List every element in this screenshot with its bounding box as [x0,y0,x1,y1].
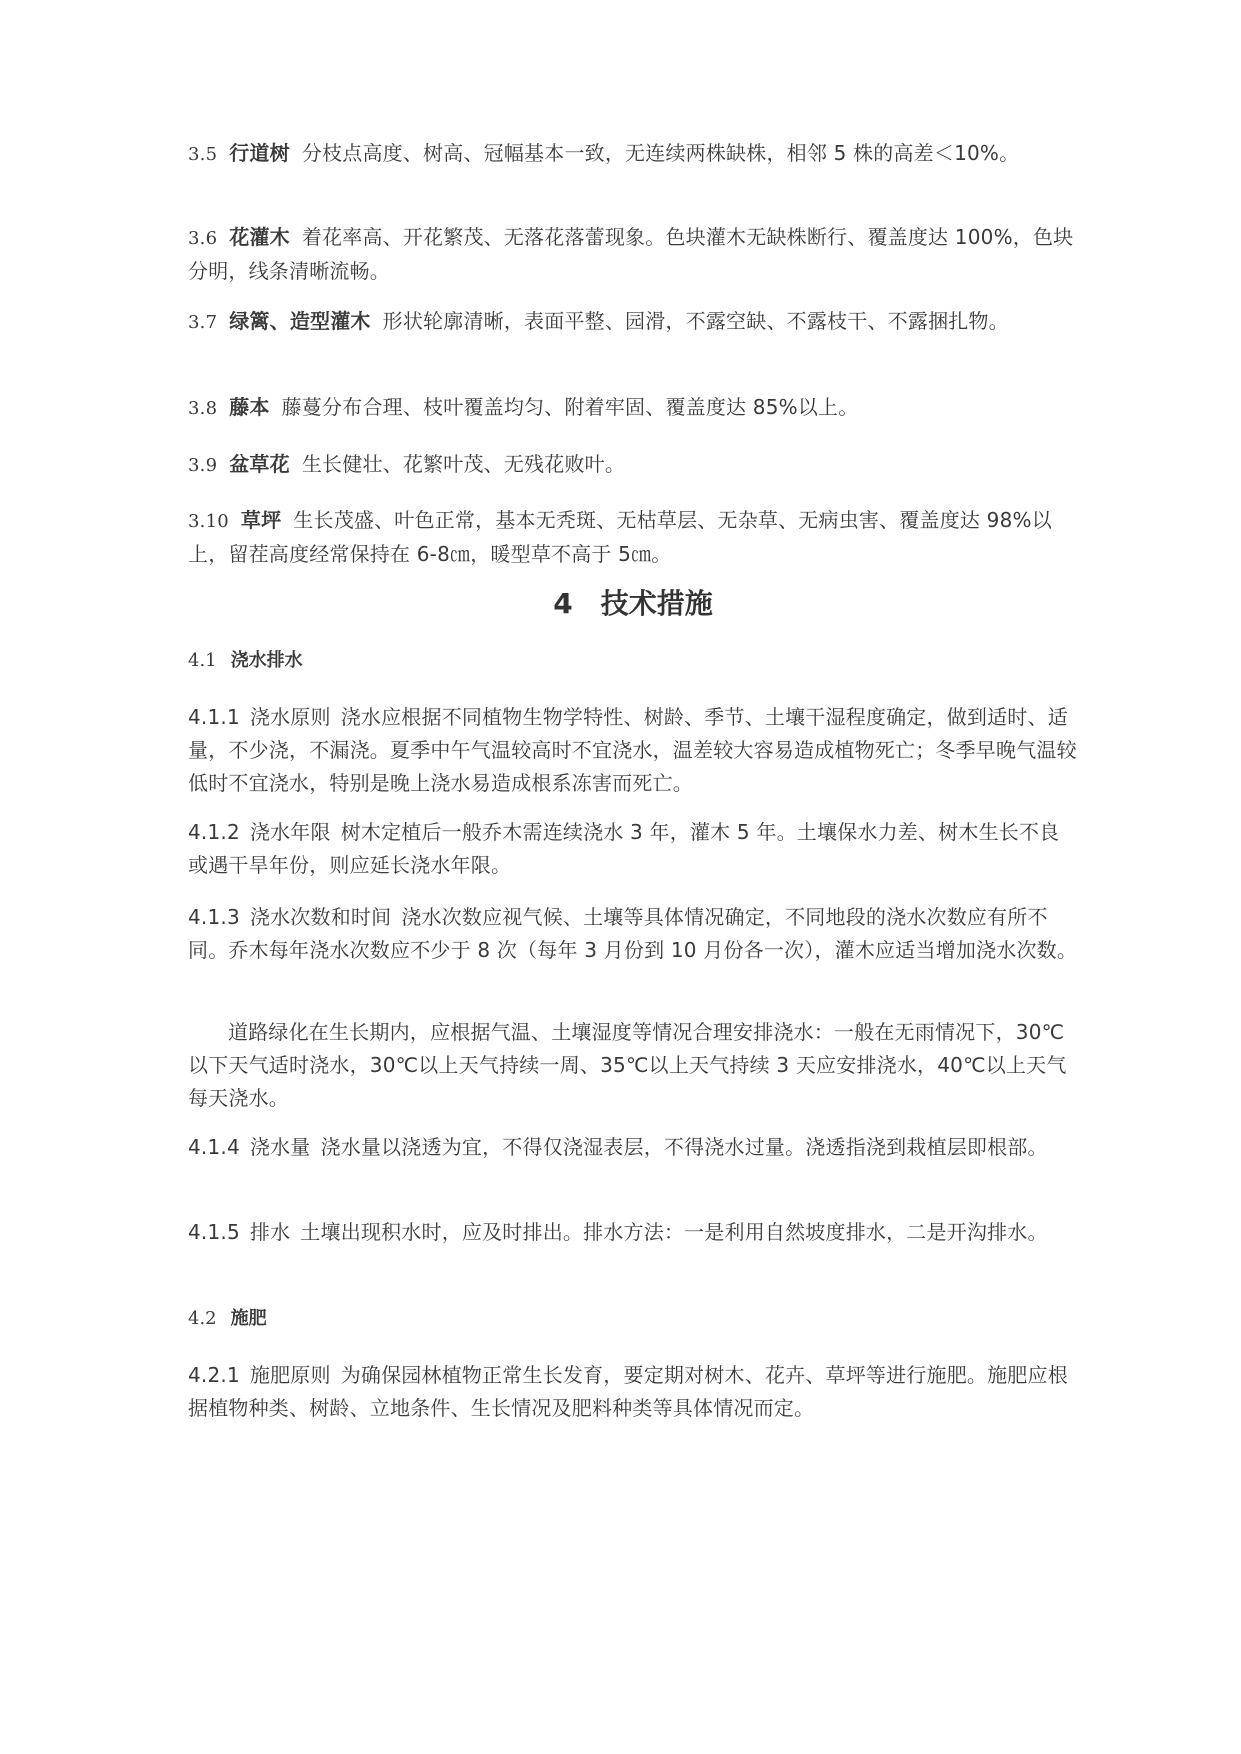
clause-text: 着花率高、开花繁茂、无落花落蕾现象。色块灌木无缺株断行、覆盖度达 100%，色块分明，线条清晰流畅。 [188,225,1074,283]
clause-title: 排水 [249,1220,291,1244]
clause-4-1-5 [188,1216,1078,1249]
section-title: 浇水排水 [230,650,303,671]
clause-3-8 [188,391,1078,425]
clause-text: 生长健壮、花繁叶茂、无残花败叶。 [301,452,626,476]
clause-4-2-1 [188,1359,1078,1425]
clause-title: 浇水原则 [249,705,331,729]
clause-title: 盆草花 [229,452,290,476]
chapter-heading [188,584,1078,624]
clause-number: 3.6 [188,228,218,249]
chapter-title: 技术措施 [600,587,713,620]
clause-text: 生长茂盛、叶色正常，基本无秃斑、无枯草层、无杂草、无病虫害、覆盖度达 98%以上，留茬高度经常保持在 6-8㎝，暖型草不高于 5㎝。 [188,508,1052,566]
paragraph-road-greening: 道路绿化在生长期内，应根据气温、土壤湿度等情况合理安排浇水：一般在无雨情况下，30℃以下天气适时浇水，30℃以上天气持续一周、35℃以上天气持续 3 天应安排浇水，40℃以上天气每天浇水。 [188,1020,1067,1110]
clause-title: 浇水次数和时间 [249,905,392,929]
clause-number: 4.1.4 [188,1135,240,1159]
section-number: 4.1 [188,650,217,671]
clause-3-9 [188,448,1078,482]
clause-text: 土壤出现积水时，应及时排出。排水方法：一是利用自然坡度排水，二是开沟排水。 [300,1220,1048,1244]
clause-text: 形状轮廓清晰，表面平整、园滑，不露空缺、不露枝干、不露捆扎物。 [382,309,1009,333]
clause-4-1-3 [188,901,1078,967]
clause-4-1-1 [188,701,1078,800]
clause-number: 3.10 [188,511,229,532]
chapter-number: 4 [553,587,573,620]
clause-title: 行道树 [229,141,290,165]
clause-3-7 [188,305,1078,339]
clause-text: 树木定植后一般乔木需连续浇水 3 年，灌木 5 年。土壤保水力差、树木生长不良或遇干旱年份，则应延长浇水年限。 [188,820,1060,877]
clause-text: 浇水次数应视气候、土壤等具体情况确定，不同地段的浇水次数应有所不同。乔木每年浇水次数应不少于 8 次（每年 3 月份到 10 月份各一次），灌木应适当增加浇水次数。 [188,905,1078,962]
clause-4-1-2 [188,816,1078,882]
clause-number: 4.1.2 [188,820,240,844]
clause-title: 藤本 [229,395,270,419]
clause-number: 4.1.1 [188,705,240,729]
clause-number: 3.5 [188,144,218,165]
section-heading-4-1 [188,646,303,676]
clause-3-10 [188,504,1078,571]
clause-text: 为确保园林植物正常生长发育，要定期对树木、花卉、草坪等进行施肥。施肥应根据植物种类、树龄、立地条件、生长情况及肥料种类等具体情况而定。 [188,1363,1068,1420]
clause-title: 草坪 [240,508,282,532]
section-title: 施肥 [230,1308,267,1329]
clause-title: 花灌木 [229,225,290,249]
clause-text: 藤蔓分布合理、枝叶覆盖均匀、附着牢固、覆盖度达 85%以上。 [281,395,859,419]
clause-3-5 [188,137,1078,171]
section-number: 4.2 [188,1308,217,1329]
clause-title: 浇水年限 [249,820,331,844]
clause-number: 4.1.3 [188,905,240,929]
clause-title: 施肥原则 [249,1363,331,1387]
clause-number: 3.8 [188,398,218,419]
clause-title: 浇水量 [249,1135,311,1159]
section-heading-4-2 [188,1304,267,1334]
clause-4-1-4 [188,1131,1078,1164]
clause-number: 3.9 [188,455,218,476]
clause-text: 浇水量以浇透为宜，不得仅浇湿表层，不得浇水过量。浇透指浇到栽植层即根部。 [320,1135,1048,1159]
clause-text: 浇水应根据不同植物生物学特性、树龄、季节、土壤干湿程度确定，做到适时、适量，不少浇，不漏浇。夏季中午气温较高时不宜浇水，温差较大容易造成植物死亡；冬季早晚气温较低时不宜浇水，特别是晚上浇水易造成根系冻害而死亡。 [188,705,1077,795]
clause-title: 绿篱、造型灌木 [229,309,371,333]
clause-number: 4.2.1 [188,1363,240,1387]
clause-number: 4.1.5 [188,1220,240,1244]
clause-text: 分枝点高度、树高、冠幅基本一致，无连续两株缺株，相邻 5 株的高差＜10%。 [301,141,1020,165]
clause-3-6 [188,221,1078,288]
clause-number: 3.7 [188,312,218,333]
